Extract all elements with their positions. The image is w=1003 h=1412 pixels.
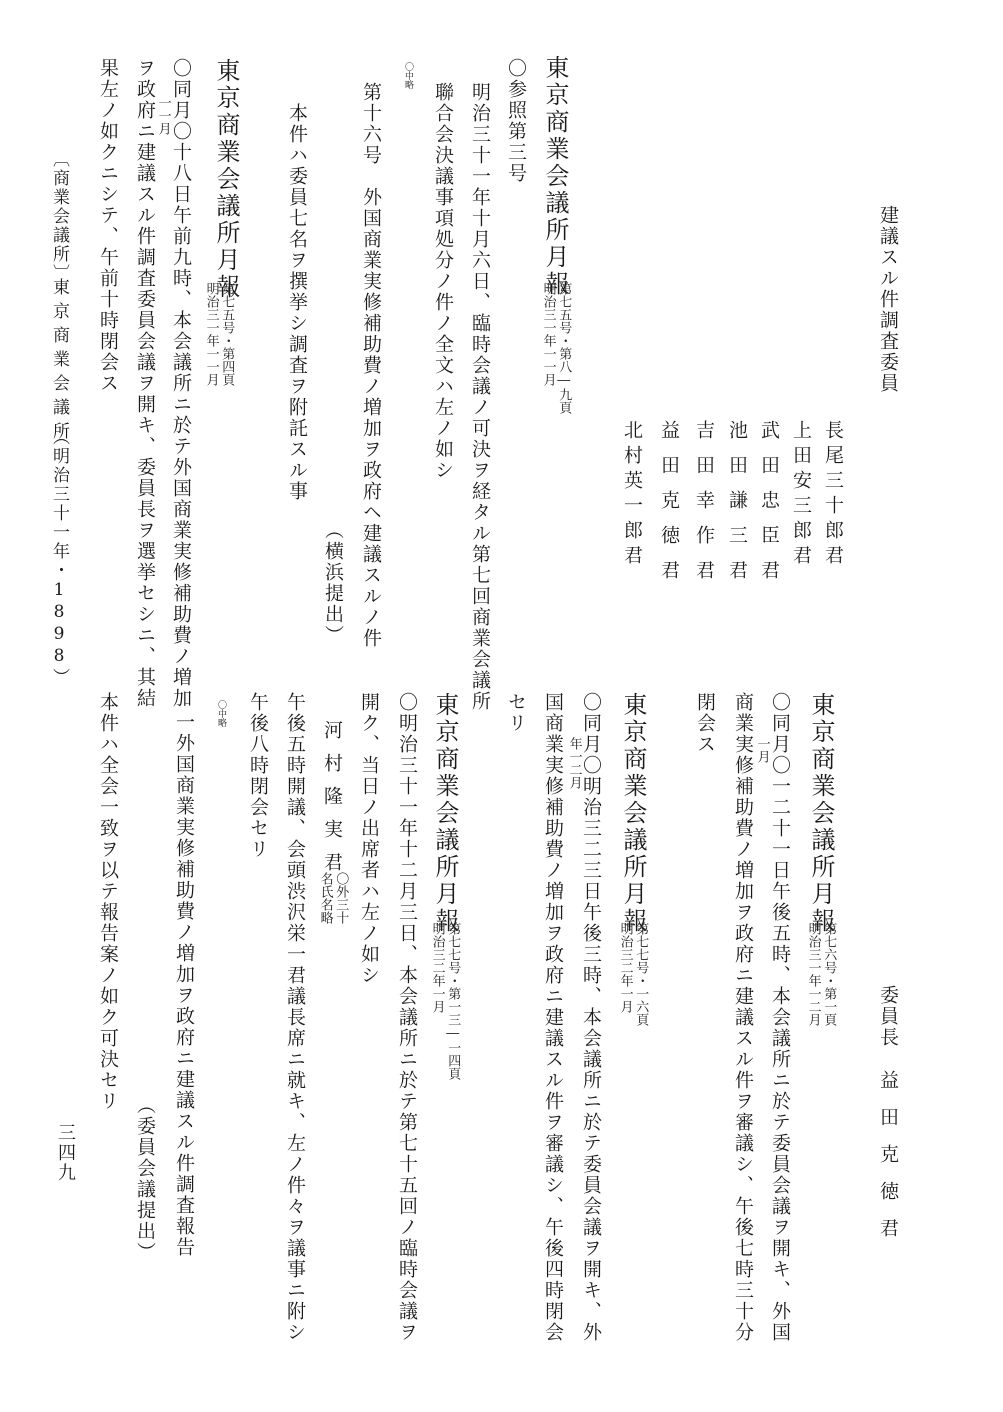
reference-note bbox=[617, 922, 648, 1026]
omission-mark: 〇中略 bbox=[403, 62, 413, 89]
body-line: 聯合会決議事項処分ノ件ノ全文ハ左ノ如シ bbox=[432, 82, 454, 481]
reference-note bbox=[429, 922, 460, 1080]
body-line: 国商業実修補助費ノ増加ヲ政府ニ建議スル件ヲ審議シ、午後四時閉会 bbox=[542, 692, 564, 1343]
section-heading: 東京商業会議所月報 bbox=[431, 692, 459, 935]
footer-year: （明治三十一年・1898） bbox=[49, 428, 69, 687]
reference-note bbox=[203, 282, 234, 386]
submitter-note: （横浜提出） bbox=[322, 520, 344, 646]
reference-issue: 第七七号・第一三―一四頁 bbox=[445, 922, 461, 1080]
reference-issue: 第七六号・第一頁 bbox=[821, 922, 837, 1026]
omission-mark: 〇中略 bbox=[216, 700, 226, 727]
date-annotation: 一一月 bbox=[155, 96, 171, 135]
body-line: 〇同月〇十八日午前九時、本会議所ニ於テ外国商業実修補助費ノ増加 bbox=[170, 58, 192, 709]
attendee-name: 河村隆実君 bbox=[321, 720, 343, 885]
reference-date: 明治三二年一月 bbox=[617, 922, 633, 1013]
submitter-note: （委員会議提出） bbox=[134, 1095, 156, 1263]
footer-source: 〔商業会議所〕 bbox=[49, 150, 69, 283]
reference-note bbox=[805, 922, 836, 1026]
reference-date: 明治三一年一一月 bbox=[203, 282, 219, 386]
others-note bbox=[317, 872, 348, 924]
page-number: 三四九 bbox=[55, 1123, 76, 1183]
chairman-name: 益田克徳君 bbox=[877, 1070, 899, 1255]
chairman-label: 委員長 bbox=[877, 985, 899, 1048]
reference-date: 明治三二年一月 bbox=[429, 922, 445, 1013]
reference-label: 〇参照第三号 bbox=[505, 58, 527, 184]
date-annotation: 年一二月 bbox=[566, 737, 582, 789]
reference-date: 明治三一年一一月 bbox=[540, 282, 556, 386]
date-annotation: 一月 bbox=[754, 737, 770, 763]
committee-member: 吉田幸作君 bbox=[693, 420, 715, 595]
reference-date: 明治三一年一二月 bbox=[805, 922, 821, 1026]
body-line: 〇同月〇一二十一日午後五時、本会議所ニ於テ委員会議ヲ開キ、外国 bbox=[769, 692, 791, 1343]
others-count: 〇外三十 bbox=[333, 872, 349, 924]
reference-issue: 第七五号・第四頁 bbox=[219, 282, 235, 386]
section-heading: 東京商業会議所月報 bbox=[807, 692, 835, 935]
committee-member: 武田忠臣君 bbox=[758, 420, 780, 595]
reference-issue: 第七七号・一六頁 bbox=[633, 922, 649, 1026]
committee-member: 長尾三十郎君 bbox=[822, 420, 844, 570]
body-line: 明治三十一年十月六日、臨時会議ノ可決ヲ経タル第七回商業会議所 bbox=[469, 82, 491, 712]
body-line: 本件ハ全会一致ヲ以テ報告案ノ如ク可決セリ bbox=[97, 692, 119, 1112]
others-omitted: 名氏名略 bbox=[317, 872, 333, 924]
agenda-item: 一外国商業実修補助費ノ増加ヲ政府ニ建議スル件調査報告 bbox=[173, 712, 195, 1258]
body-line: 閉会ス bbox=[694, 692, 716, 755]
body-line: 〇同月〇明治三二三日午後三時、本会議所ニ於テ委員会議ヲ開キ、外 bbox=[580, 692, 602, 1343]
committee-member: 上田安三郎君 bbox=[790, 420, 812, 570]
reference-note bbox=[540, 282, 571, 414]
body-line: 商業実修補助費ノ増加ヲ政府ニ建議スル件ヲ審議シ、午後七時三十分 bbox=[732, 692, 754, 1343]
body-line: 果左ノ如クニシテ、午前十時閉会ス bbox=[97, 58, 119, 394]
committee-member: 池田謙三君 bbox=[726, 420, 748, 595]
section-heading: 東京商業会議所月報 bbox=[619, 692, 647, 935]
section-heading: 東京商業会議所月報 bbox=[212, 58, 240, 301]
body-line: 午後八時閉会セリ bbox=[247, 692, 269, 860]
body-line: ヲ政府ニ建議スル件調査委員会議ヲ開キ、委員長ヲ選挙セシニ、其結 bbox=[134, 58, 156, 709]
body-line: セリ bbox=[505, 692, 527, 734]
body-line: 開ク、当日ノ出席者ハ左ノ如シ bbox=[358, 692, 380, 986]
footer-organization: 東京商業会議所 bbox=[49, 278, 69, 446]
reference-issue: 第七五号・第八―九頁 bbox=[556, 282, 572, 414]
committee-member: 益田克徳君 bbox=[658, 420, 680, 595]
agenda-item: 第十六号 外国商業実修補助費ノ増加ヲ政府ヘ建議スルノ件 bbox=[360, 82, 382, 649]
body-line: 午後五時開議、会頭渋沢栄一君議長席ニ就キ、左ノ件々ヲ議事ニ附シ bbox=[284, 692, 306, 1343]
committee-title: 建議スル件調査委員 bbox=[877, 205, 899, 394]
committee-member: 北村英一郎君 bbox=[621, 420, 643, 570]
body-line: 〇明治三十一年十二月三日、本会議所ニ於テ第七十五回ノ臨時会議ヲ bbox=[396, 692, 418, 1343]
body-line: 本件ハ委員七名ヲ撰挙シ調査ヲ附託スル事 bbox=[286, 103, 308, 502]
section-heading: 東京商業会議所月報 bbox=[541, 55, 569, 298]
